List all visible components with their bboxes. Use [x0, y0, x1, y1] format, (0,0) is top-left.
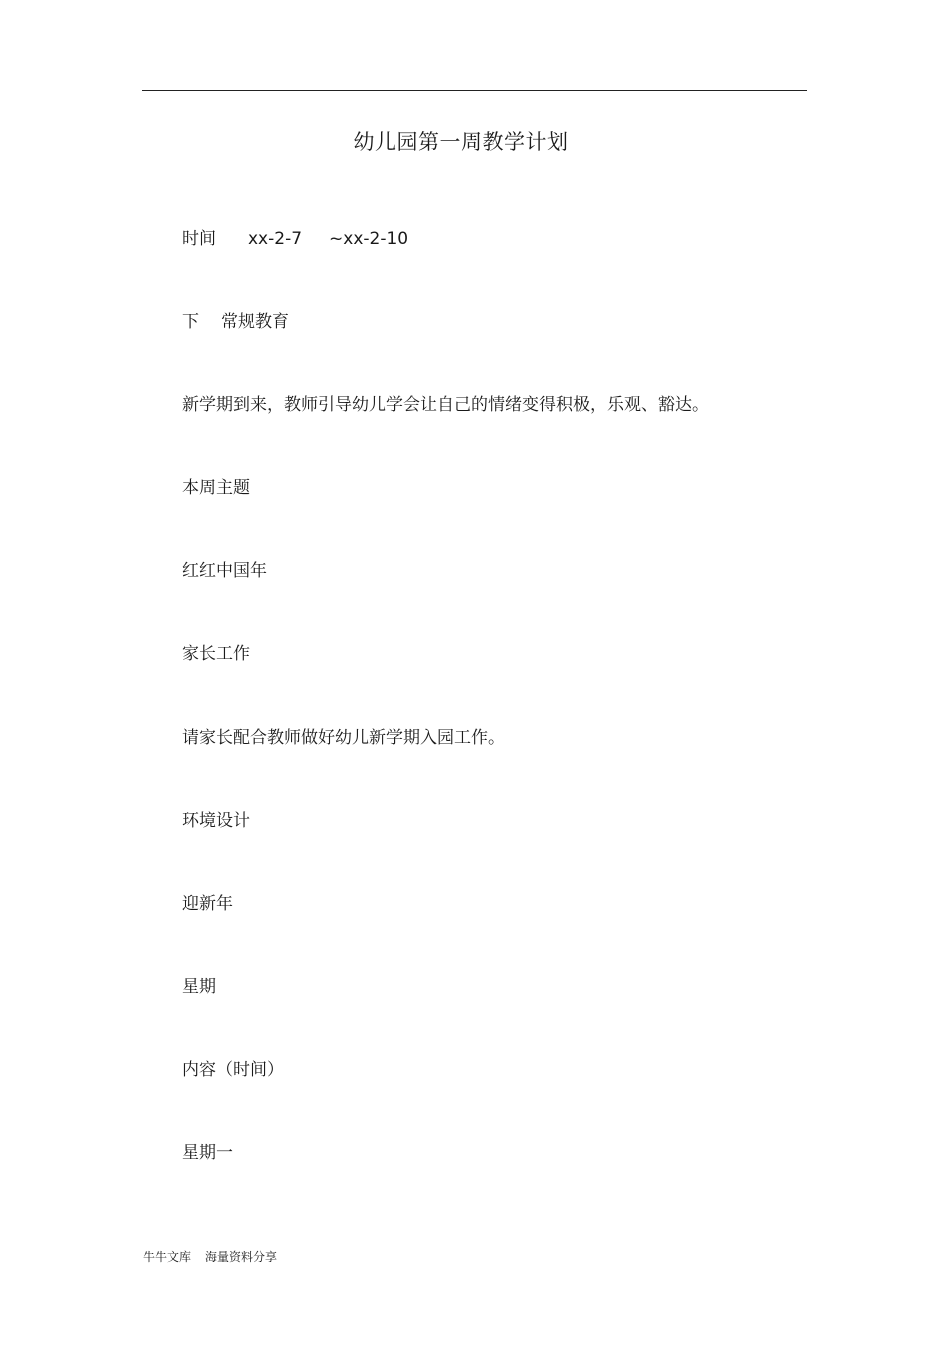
environment-heading: 环境设计	[182, 811, 250, 831]
environment-value: 迎新年	[182, 894, 233, 914]
parents-text: 请家长配合教师做好幼儿新学期入园工作。	[182, 728, 505, 748]
footer-brand: 牛牛文库	[143, 1250, 192, 1264]
weekday-heading: 星期	[182, 977, 216, 997]
time-start: xx-2-7	[248, 229, 303, 249]
header-rule	[142, 90, 807, 91]
time-label: 时间	[182, 229, 216, 249]
section-heading-row	[182, 311, 289, 333]
theme-heading: 本周主题	[182, 478, 250, 498]
footer	[143, 1248, 277, 1265]
parents-heading: 家长工作	[182, 644, 250, 664]
section-title: 常规教育	[221, 312, 289, 332]
theme-value: 红红中国年	[182, 561, 267, 581]
monday-label: 星期一	[182, 1143, 233, 1163]
content-heading: 内容（时间）	[182, 1060, 284, 1080]
footer-slogan: 海量资料分享	[205, 1250, 278, 1264]
document-title: 幼儿园第一周教学计划	[353, 130, 569, 154]
section-prefix: 下	[182, 312, 199, 332]
time-row	[182, 228, 408, 250]
time-end: ~xx-2-10	[329, 229, 409, 249]
routine-text: 新学期到来，教师引导幼儿学会让自己的情绪变得积极，乐观、豁达。	[182, 395, 709, 415]
